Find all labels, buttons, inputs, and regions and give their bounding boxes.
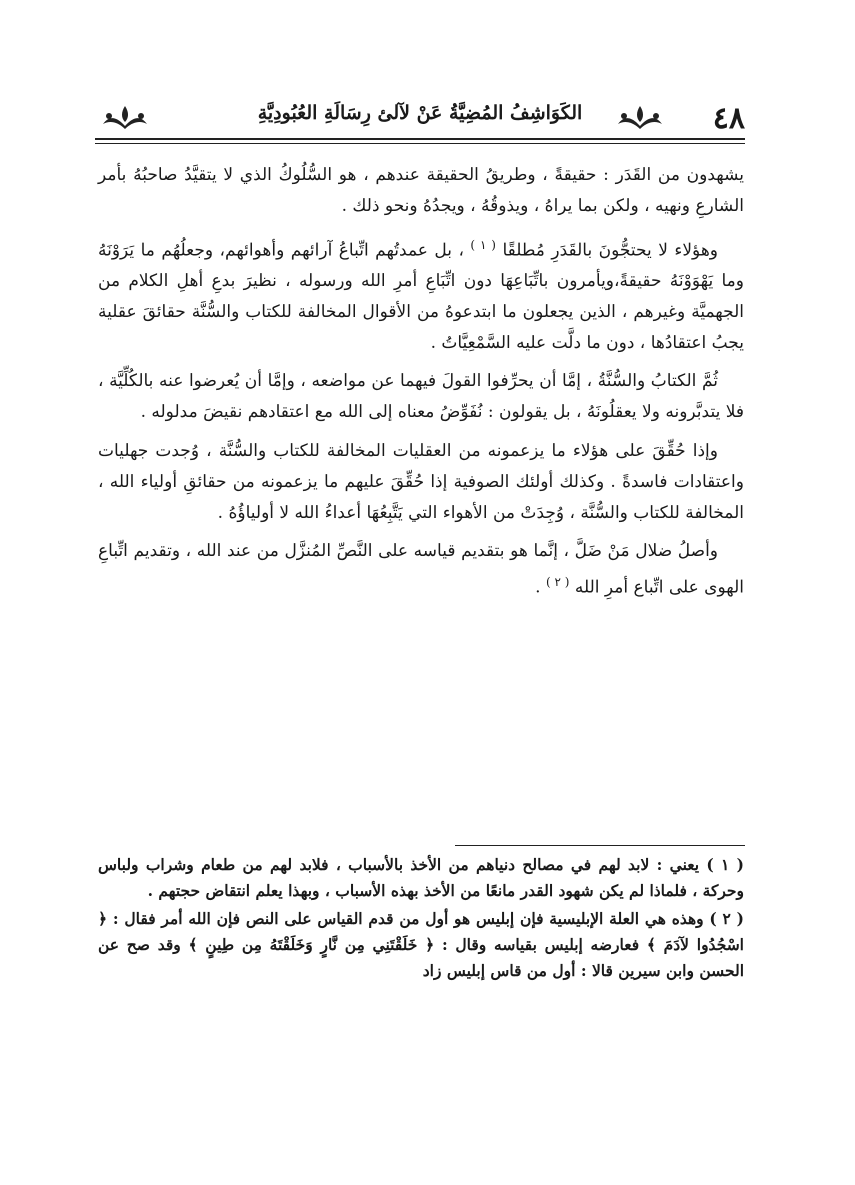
main-text [98,160,744,612]
footnote-1: ( ١ ) يعني : لابد لهم في مصالح دنياهم من الأخذ بالأسباب ، فلابد لهم من طعام وشراب ولباس وحركة ، فلماذا لم يكن شهود القدر مانعًا من الأخذ بهذه الأسباب ، وبهذا يعلم انتقاض حجتهم . [98,855,744,900]
paragraph [98,536,744,603]
footnote-ref-2: ( ٢ ) [545,575,570,590]
footnote-separator [455,845,745,846]
header-rule-thin [95,143,745,144]
footnote-ref-1: ( ١ ) [470,237,496,252]
floral-ornament-icon [615,104,665,130]
book-title: الكَوَاشِفُ المُضِيَّةُ عَنْ لآلئ رِسَالَةِ العُبُودِيَّةِ [257,102,583,124]
footnotes [98,852,744,986]
page-number: ٤٨ [712,101,745,136]
floral-ornament-icon [100,104,150,130]
paragraph: وإذا حُقِّقَ على هؤلاء ما يزعمونه من العقليات المخالفة للكتاب والسُّنَّة ، وُجدت جهليات واعتقادات فاسدةً . وكذلك أولئك الصوفية إذا حُقِّقَ عليهم ما يزعمونه من حقائقِ أولياء الله ، المخالفة للكتاب والسُّنَّة ، وُجِدَتْ من الأهواء التي يَتَّبِعُهَا أعداءُ الله لا أولياؤُهُ . [98,441,744,523]
paragraph: ثُمَّ الكتابُ والسُّنَّةُ ، إمَّا أن يحرِّفوا القولَ فيهما عن مواضعه ، وإمَّا أن يُعرضوا عنه بالكُلِّيَّة ، فلا يتدبَّرونه ولا يعقلُونَهُ ، بل يقولون : نُفَوِّضُ معناه إلى الله مع اعتقادهم نقيضَ مدلوله . [98,371,744,423]
footnote-2: ( ٢ ) وهذه هي العلة الإبليسية فإن إبليس هو أول من قدم القياس على النص فإن الله أمر فقال : ﴿ اسْجُدُوا لآدَمَ ﴾ فعارضه إبليس بقياسه وقال : ﴿ خَلَقْتَنِي مِن نَّارٍ وَخَلَقْتَهُ مِن طِينٍ ﴾ وقد صح عن الحسن وابن سيرين قالا : أول من قاس إبليس زاد [98,909,744,980]
paragraph [98,230,744,359]
text-run: ، بل عمدتُهم اتِّباعُ آرائهم وأهوائهم، وجعلُهُم ما يَرَوْنَهُ وما يَهْوَوْنَهُ حقيقةً،ويأمرون باتِّبَاعِهَا دون اتِّبَاعِ أمرِ الله ورسوله ، نظيرَ بدعِ أهلِ الكلام من الجهميَّة وغيرهم ، الذين يجعلون ما ابتدعوهُ من الأقوال المخالفة للكتاب والسُّنَّة حقائقَ عقلية يجبُ اعتقادُها ، دون ما دلَّت عليه السَّمْعِيَّاتُ . [98,240,744,353]
text-run: وهؤلاء لا يحتجُّونَ بالقَدَرِ مُطلقًا [502,240,719,261]
header-rule [95,138,745,140]
page-header [95,88,745,148]
paragraph: يشهدون من القَدَر : حقيقةً ، وطريقُ الحقيقة عندهم ، هو السُّلُوكُ الذي لا يتقيَّدُ صاحبُهُ بأمر الشارعِ ونهيه ، ولكن بما يراهُ ، ويذوقُهُ ، ويجدُهُ ونحو ذلك . [98,165,744,216]
text-run: وأصلُ ضلال مَنْ ضَلَّ ، إنَّما هو بتقديم قياسه على النَّصِّ المُنزَّل من عند الله ، وتقديم اتِّباعِ الهوى على اتِّباع أمرِ الله [98,541,744,598]
text-run: . [535,577,546,598]
